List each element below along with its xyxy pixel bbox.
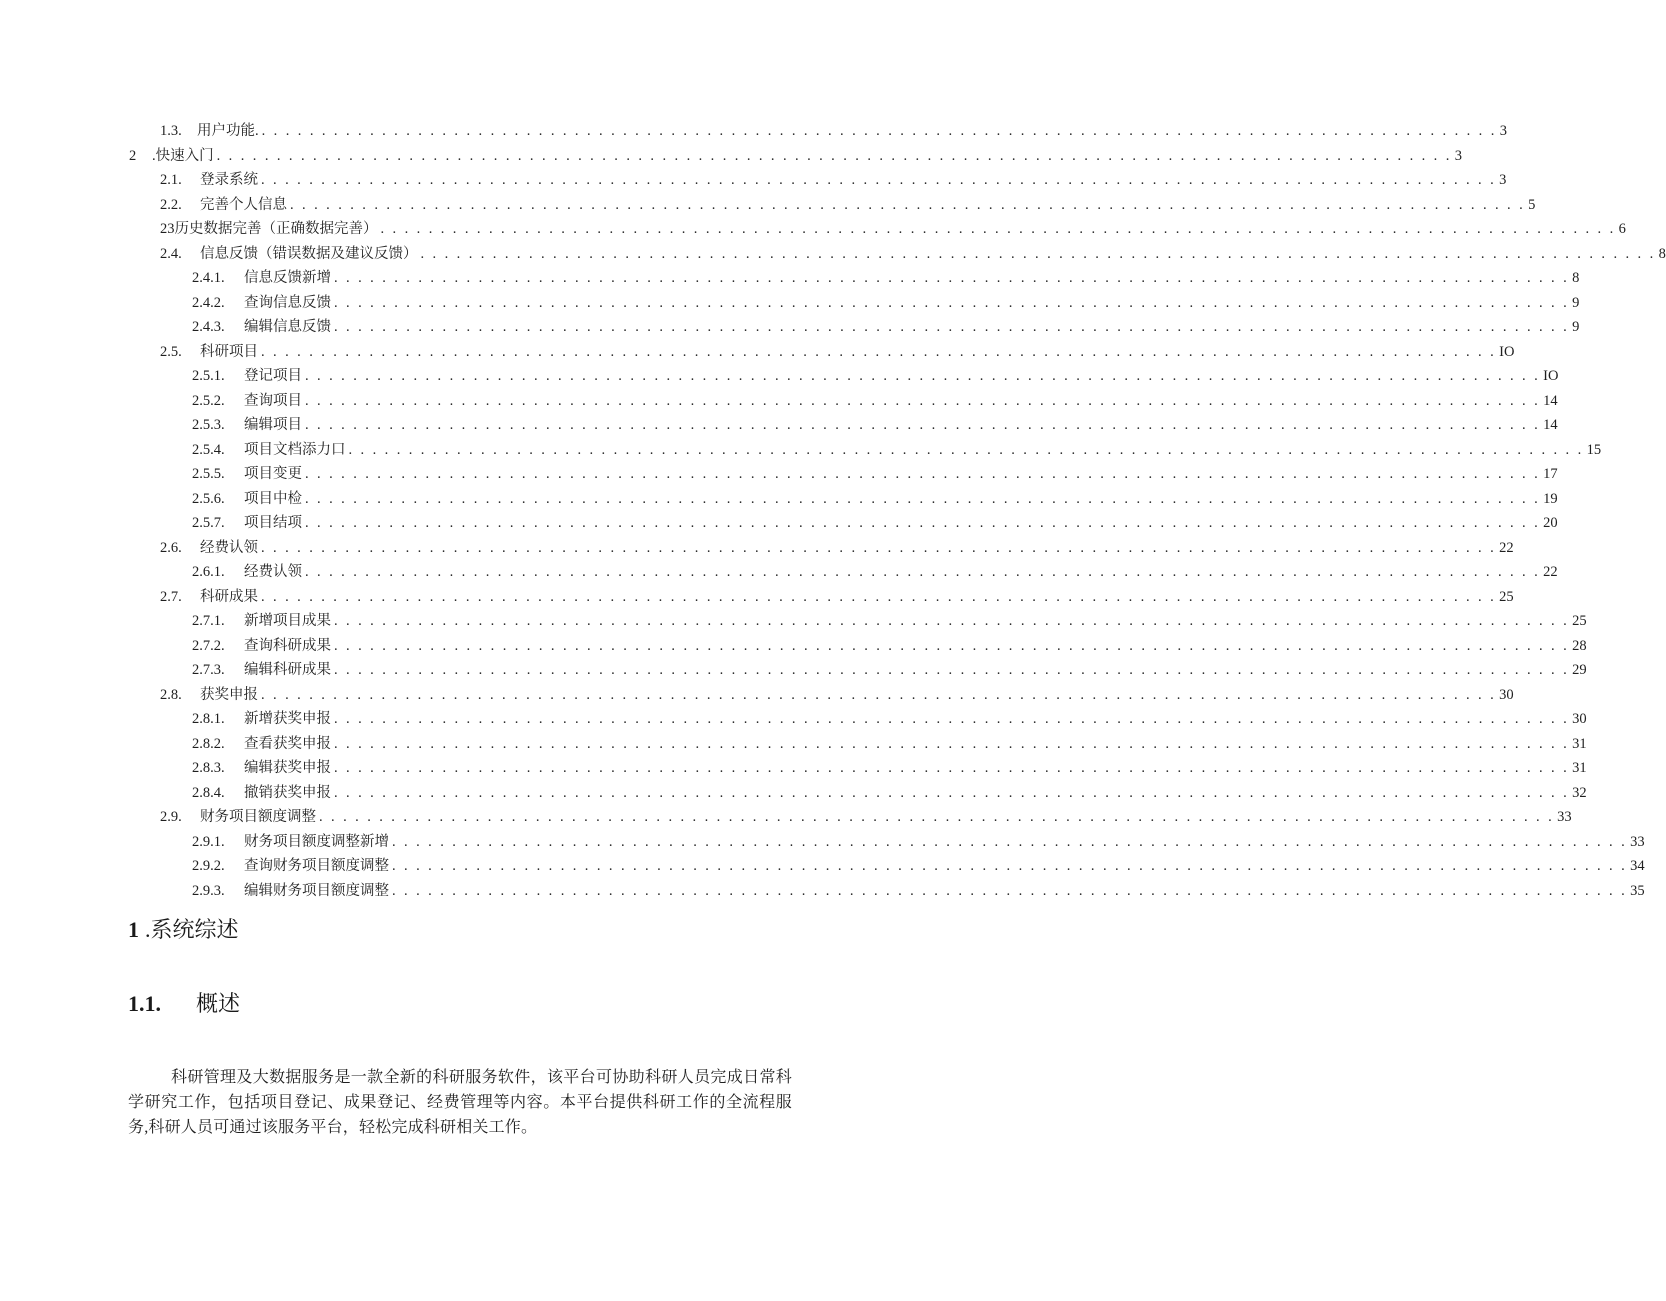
toc-leader-dots: . . . . . . . . . . . . . . . . . . . . . . . . . . . . . . . . . . . . . . . . . . . . . . . . . . . . . . . . . . . . . . . . . . . . . . . . . . . . . . . . . . . . . . . . . . . . . . . . . . . . . . .	[334, 736, 1570, 752]
toc-entry[interactable]	[160, 217, 1626, 241]
toc-entry-page: 35	[1630, 883, 1645, 899]
toc-entry-page: 8	[1658, 246, 1666, 262]
toc-entry[interactable]	[192, 315, 1580, 339]
toc-entry-page: 3	[1454, 148, 1462, 164]
toc-entry-page: 30	[1572, 711, 1587, 727]
toc-leader-dots: . . . . . . . . . . . . . . . . . . . . . . . . . . . . . . . . . . . . . . . . . . . . . . . . . . . . . . . . . . . . . . . . . . . . . . . . . . . . . . . . . . . . . . . . . . . . . . . . . . . . . . .	[334, 785, 1570, 801]
toc-entry-number: 2.7.2.	[192, 638, 225, 654]
toc-entry[interactable]	[192, 830, 1645, 854]
toc-entry-number: 2.5.1.	[192, 368, 225, 384]
toc-entry[interactable]	[192, 609, 1587, 633]
toc-leader-dots: . . . . . . . . . . . . . . . . . . . . . . . . . . . . . . . . . . . . . . . . . . . . . . . . . . . . . . . . . . . . . . . . . . . . . . . . . . . . . . . . . . . . . . . . . . . . . . . . . . . . . . .	[305, 491, 1541, 507]
toc-entry-page: 17	[1543, 466, 1558, 482]
toc-leader-dots: . . . . . . . . . . . . . . . . . . . . . . . . . . . . . . . . . . . . . . . . . . . . . . . . . . . . . . . . . . . . . . . . . . . . . . . . . . . . . . . . . . . . . . . . . . . . . . . . . . . . . . .	[392, 883, 1628, 899]
toc-entry-number: 2.8.3.	[192, 760, 225, 776]
toc-entry[interactable]	[160, 683, 1514, 707]
toc-entry-title: 项目文档添力口	[244, 442, 346, 458]
toc-leader-dots: . . . . . . . . . . . . . . . . . . . . . . . . . . . . . . . . . . . . . . . . . . . . . . . . . . . . . . . . . . . . . . . . . . . . . . . . . . . . . . . . . . . . . . . . . . . . . . . . . . . . . . .	[319, 809, 1555, 825]
toc-entry-title: 新增获奖申报	[244, 711, 331, 727]
overview-paragraph: 科研管理及大数据服务是一款全新的科研服务软件，该平台可协助科研人员完成日常科学研究工作，包括项目登记、成果登记、经费管理等内容。本平台提供科研工作的全流程服务,科研人员可通过该服务平台，轻松完成科研相关工作。	[128, 1069, 792, 1136]
toc-entry-page: 6	[1618, 221, 1626, 237]
toc-entry[interactable]	[160, 119, 1507, 143]
toc-leader-dots: . . . . . . . . . . . . . . . . . . . . . . . . . . . . . . . . . . . . . . . . . . . . . . . . . . . . . . . . . . . . . . . . . . . . . . . . . . . . . . . . . . . . . . . . . . . . . . . . . . . . . . .	[334, 270, 1570, 286]
toc-entry-title: 查询科研成果	[244, 638, 331, 654]
toc-entry-title: 完善个人信息	[200, 197, 287, 213]
toc-leader-dots: . . . . . . . . . . . . . . . . . . . . . . . . . . . . . . . . . . . . . . . . . . . . . . . . . . . . . . . . . . . . . . . . . . . . . . . . . . . . . . . . . . . . . . . . . . . . . . . . . . . . . . .	[420, 246, 1656, 262]
toc-entry[interactable]	[192, 413, 1558, 437]
toc-entry[interactable]	[192, 658, 1587, 682]
toc-entry-page: 20	[1543, 515, 1558, 531]
toc-entry-number: 2.5.7.	[192, 515, 225, 531]
toc-leader-dots: . . . . . . . . . . . . . . . . . . . . . . . . . . . . . . . . . . . . . . . . . . . . . . . . . . . . . . . . . . . . . . . . . . . . . . . . . . . . . . . . . . . . . . . . . . . . . . . . . . . . . . .	[392, 858, 1628, 874]
toc-entry-number: 2.4.	[160, 246, 182, 262]
toc-entry-number: 2.9.3.	[192, 883, 225, 899]
toc-entry-title: 编辑信息反馈	[244, 319, 331, 335]
toc-leader-dots: . . . . . . . . . . . . . . . . . . . . . . . . . . . . . . . . . . . . . . . . . . . . . . . . . . . . . . . . . . . . . . . . . . . . . . . . . . . . . . . . . . . . . . . . . . . . . . . . . . . . . . .	[334, 319, 1570, 335]
toc-entry-title: 项目变更	[244, 466, 302, 482]
toc-entry-number: 2.8.1.	[192, 711, 225, 727]
toc-entry-page: 22	[1499, 540, 1514, 556]
toc-entry-page: 32	[1572, 785, 1587, 801]
toc-entry-page: 14	[1543, 417, 1558, 433]
toc-entry-number: 2.1.	[160, 172, 182, 188]
toc-entry-page: 8	[1572, 270, 1580, 286]
toc-entry-number: 2.9.	[160, 809, 182, 825]
toc-leader-dots: . . . . . . . . . . . . . . . . . . . . . . . . . . . . . . . . . . . . . . . . . . . . . . . . . . . . . . . . . . . . . . . . . . . . . . . . . . . . . . . . . . . . . . . . . . . . . . . . . . . . . . .	[261, 123, 1497, 139]
toc-entry-title: 项目中检	[244, 491, 302, 507]
toc-entry[interactable]	[192, 438, 1602, 462]
toc-entry-number: 2.5.2.	[192, 393, 225, 409]
toc-leader-dots: . . . . . . . . . . . . . . . . . . . . . . . . . . . . . . . . . . . . . . . . . . . . . . . . . . . . . . . . . . . . . . . . . . . . . . . . . . . . . . . . . . . . . . . . . . . . . . . . . . . . . . .	[392, 834, 1628, 850]
toc-entry[interactable]	[160, 805, 1572, 829]
toc-entry-title: 编辑获奖申报	[244, 760, 331, 776]
toc-entry-page: 5	[1528, 197, 1536, 213]
toc-entry[interactable]	[192, 781, 1587, 805]
toc-entry[interactable]	[192, 511, 1558, 535]
toc-leader-dots: . . . . . . . . . . . . . . . . . . . . . . . . . . . . . . . . . . . . . . . . . . . . . . . . . . . . . . . . . . . . . . . . . . . . . . . . . . . . . . . . . . . . . . . . . . . . . . . . . . . . . . .	[305, 564, 1541, 580]
toc-leader-dots: . . . . . . . . . . . . . . . . . . . . . . . . . . . . . . . . . . . . . . . . . . . . . . . . . . . . . . . . . . . . . . . . . . . . . . . . . . . . . . . . . . . . . . . . . . . . . . . . . . . . . . .	[305, 466, 1541, 482]
toc-entry-title: 信息反馈（错误数据及建议反馈）	[200, 246, 418, 262]
subsection-heading-title: 概述	[196, 991, 241, 1016]
section-heading-1-1	[128, 988, 240, 1020]
toc-entry-page: IO	[1543, 368, 1559, 384]
toc-entry-title: 编辑项目	[244, 417, 302, 433]
toc-entry-number: 2.8.4.	[192, 785, 225, 801]
toc-entry[interactable]	[160, 536, 1514, 560]
toc-entry-number: 2.5.4.	[192, 442, 225, 458]
toc-entry-page: 22	[1543, 564, 1558, 580]
toc-entry[interactable]	[129, 144, 1462, 168]
toc-leader-dots: . . . . . . . . . . . . . . . . . . . . . . . . . . . . . . . . . . . . . . . . . . . . . . . . . . . . . . . . . . . . . . . . . . . . . . . . . . . . . . . . . . . . . . . . . . . . . . . . . . . . . . .	[334, 662, 1570, 678]
toc-entry[interactable]	[192, 732, 1587, 756]
toc-entry-title: 登记项目	[244, 368, 302, 384]
toc-entry[interactable]	[192, 634, 1587, 658]
toc-entry[interactable]	[192, 879, 1645, 903]
subsection-heading-number: 1.1.	[128, 991, 161, 1016]
toc-entry-number: 2.4.3.	[192, 319, 225, 335]
toc-entry-number: 2.7.3.	[192, 662, 225, 678]
toc-leader-dots: . . . . . . . . . . . . . . . . . . . . . . . . . . . . . . . . . . . . . . . . . . . . . . . . . . . . . . . . . . . . . . . . . . . . . . . . . . . . . . . . . . . . . . . . . . . . . . . . . . . . . . .	[261, 687, 1497, 703]
toc-entry-title: 获奖申报	[200, 687, 258, 703]
section-heading-title: .系统综述	[145, 917, 239, 942]
toc-leader-dots: . . . . . . . . . . . . . . . . . . . . . . . . . . . . . . . . . . . . . . . . . . . . . . . . . . . . . . . . . . . . . . . . . . . . . . . . . . . . . . . . . . . . . . . . . . . . . . . . . . . . . . .	[305, 368, 1541, 384]
toc-entry-page: 9	[1572, 295, 1580, 311]
toc-entry-page: 25	[1572, 613, 1587, 629]
toc-entry[interactable]	[192, 291, 1580, 315]
toc-entry-number: 1.3.	[160, 123, 182, 139]
toc-entry-title: 撤销获奖申报	[244, 785, 331, 801]
toc-entry-page: 25	[1499, 589, 1514, 605]
toc-entry[interactable]	[192, 487, 1558, 511]
toc-entry-page: 19	[1543, 491, 1558, 507]
toc-entry-title: 财务项目额度调整	[200, 809, 316, 825]
toc-leader-dots: . . . . . . . . . . . . . . . . . . . . . . . . . . . . . . . . . . . . . . . . . . . . . . . . . . . . . . . . . . . . . . . . . . . . . . . . . . . . . . . . . . . . . . . . . . . . . . . . . . . . . . .	[380, 221, 1616, 237]
toc-entry[interactable]	[192, 266, 1580, 290]
toc-entry-page: 31	[1572, 736, 1587, 752]
toc-entry-title: 查看获奖申报	[244, 736, 331, 752]
toc-entry[interactable]	[160, 585, 1514, 609]
toc-leader-dots: . . . . . . . . . . . . . . . . . . . . . . . . . . . . . . . . . . . . . . . . . . . . . . . . . . . . . . . . . . . . . . . . . . . . . . . . . . . . . . . . . . . . . . . . . . . . . . . . . . . . . . .	[261, 540, 1497, 556]
toc-leader-dots: . . . . . . . . . . . . . . . . . . . . . . . . . . . . . . . . . . . . . . . . . . . . . . . . . . . . . . . . . . . . . . . . . . . . . . . . . . . . . . . . . . . . . . . . . . . . . . . . . . . . . . .	[334, 613, 1570, 629]
toc-entry-title: 登录系统	[200, 172, 258, 188]
toc-entry-title: 项目结项	[244, 515, 302, 531]
toc-entry-page: 3	[1499, 172, 1507, 188]
toc-leader-dots: . . . . . . . . . . . . . . . . . . . . . . . . . . . . . . . . . . . . . . . . . . . . . . . . . . . . . . . . . . . . . . . . . . . . . . . . . . . . . . . . . . . . . . . . . . . . . . . . . . . . . . .	[305, 417, 1541, 433]
toc-entry-number: 2.9.2.	[192, 858, 225, 874]
toc-entry-page: 34	[1630, 858, 1645, 874]
toc-leader-dots: . . . . . . . . . . . . . . . . . . . . . . . . . . . . . . . . . . . . . . . . . . . . . . . . . . . . . . . . . . . . . . . . . . . . . . . . . . . . . . . . . . . . . . . . . . . . . . . . . . . . . . .	[334, 760, 1570, 776]
toc-entry-number: 2.5.3.	[192, 417, 225, 433]
toc-entry[interactable]	[160, 340, 1515, 364]
toc-leader-dots: . . . . . . . . . . . . . . . . . . . . . . . . . . . . . . . . . . . . . . . . . . . . . . . . . . . . . . . . . . . . . . . . . . . . . . . . . . . . . . . . . . . . . . . . . . . . . . . . . . . . . . .	[348, 442, 1584, 458]
toc-entry-number: 2.7.1.	[192, 613, 225, 629]
toc-entry-page: 31	[1572, 760, 1587, 776]
toc-leader-dots: . . . . . . . . . . . . . . . . . . . . . . . . . . . . . . . . . . . . . . . . . . . . . . . . . . . . . . . . . . . . . . . . . . . . . . . . . . . . . . . . . . . . . . . . . . . . . . . . . . . . . . .	[334, 711, 1570, 727]
toc-leader-dots: . . . . . . . . . . . . . . . . . . . . . . . . . . . . . . . . . . . . . . . . . . . . . . . . . . . . . . . . . . . . . . . . . . . . . . . . . . . . . . . . . . . . . . . . . . . . . . . . . . . . . . .	[216, 148, 1452, 164]
toc-entry[interactable]	[192, 462, 1558, 486]
toc-entry-number: 2.8.2.	[192, 736, 225, 752]
toc-leader-dots: . . . . . . . . . . . . . . . . . . . . . . . . . . . . . . . . . . . . . . . . . . . . . . . . . . . . . . . . . . . . . . . . . . . . . . . . . . . . . . . . . . . . . . . . . . . . . . . . . . . . . . .	[305, 393, 1541, 409]
toc-entry-page: 30	[1499, 687, 1514, 703]
toc-entry-number: 2.6.1.	[192, 564, 225, 580]
toc-entry-number: 2.6.	[160, 540, 182, 556]
toc-entry-title: 编辑财务项目额度调整	[244, 883, 389, 899]
toc-entry[interactable]	[192, 854, 1645, 878]
toc-entry-number: 2.4.2.	[192, 295, 225, 311]
toc-leader-dots: . . . . . . . . . . . . . . . . . . . . . . . . . . . . . . . . . . . . . . . . . . . . . . . . . . . . . . . . . . . . . . . . . . . . . . . . . . . . . . . . . . . . . . . . . . . . . . . . . . . . . . .	[305, 515, 1541, 531]
toc-entry-page: 9	[1572, 319, 1580, 335]
toc-entry-title: 查询财务项目额度调整	[244, 858, 389, 874]
toc-entry-title: 新增项目成果	[244, 613, 331, 629]
toc-entry-number: 2.8.	[160, 687, 182, 703]
toc-entry[interactable]	[192, 756, 1587, 780]
section-heading-number: 1	[128, 917, 139, 942]
toc-entry-page: 33	[1630, 834, 1645, 850]
toc-entry-title: 经费认领	[244, 564, 302, 580]
toc-entry[interactable]	[192, 560, 1558, 584]
toc-entry[interactable]	[192, 364, 1559, 388]
toc-entry-number: 2.4.1.	[192, 270, 225, 286]
toc-leader-dots: . . . . . . . . . . . . . . . . . . . . . . . . . . . . . . . . . . . . . . . . . . . . . . . . . . . . . . . . . . . . . . . . . . . . . . . . . . . . . . . . . . . . . . . . . . . . . . . . . . . . . . .	[261, 589, 1497, 605]
toc-entry-number: 2.7.	[160, 589, 182, 605]
toc-entry-title: 科研项目	[200, 344, 258, 360]
toc-leader-dots: . . . . . . . . . . . . . . . . . . . . . . . . . . . . . . . . . . . . . . . . . . . . . . . . . . . . . . . . . . . . . . . . . . . . . . . . . . . . . . . . . . . . . . . . . . . . . . . . . . . . . . .	[261, 172, 1497, 188]
toc-entry-title: .快速入门	[152, 148, 214, 164]
toc-entry-number: 2.5.	[160, 344, 182, 360]
toc-entry-title: 财务项目额度调整新增	[244, 834, 389, 850]
toc-entry-page: 28	[1572, 638, 1587, 654]
toc-leader-dots: . . . . . . . . . . . . . . . . . . . . . . . . . . . . . . . . . . . . . . . . . . . . . . . . . . . . . . . . . . . . . . . . . . . . . . . . . . . . . . . . . . . . . . . . . . . . . . . . . . . . . . .	[334, 638, 1570, 654]
toc-entry-page: 15	[1586, 442, 1602, 458]
toc-entry-number: 2.5.5.	[192, 466, 225, 482]
section-heading-1	[128, 914, 239, 946]
toc-entry-title: 编辑科研成果	[244, 662, 331, 678]
toc-entry-page: 3	[1499, 123, 1507, 139]
toc-entry-title: 科研成果	[200, 589, 258, 605]
toc-leader-dots: . . . . . . . . . . . . . . . . . . . . . . . . . . . . . . . . . . . . . . . . . . . . . . . . . . . . . . . . . . . . . . . . . . . . . . . . . . . . . . . . . . . . . . . . . . . . . . . . . . . . . . .	[290, 197, 1526, 213]
toc-leader-dots: . . . . . . . . . . . . . . . . . . . . . . . . . . . . . . . . . . . . . . . . . . . . . . . . . . . . . . . . . . . . . . . . . . . . . . . . . . . . . . . . . . . . . . . . . . . . . . . . . . . . . . .	[334, 295, 1570, 311]
toc-entry-title: 查询项目	[244, 393, 302, 409]
toc-entry-title: 信息反馈新增	[244, 270, 331, 286]
toc-entry-title: 用户功能.	[197, 123, 259, 139]
toc-entry-page: 14	[1543, 393, 1558, 409]
toc-entry-page: 33	[1557, 809, 1572, 825]
toc-entry-number: 2	[129, 148, 137, 164]
toc-entry-title: 23历史数据完善（正确数据完善）	[160, 221, 378, 237]
toc-leader-dots: . . . . . . . . . . . . . . . . . . . . . . . . . . . . . . . . . . . . . . . . . . . . . . . . . . . . . . . . . . . . . . . . . . . . . . . . . . . . . . . . . . . . . . . . . . . . . . . . . . . . . . .	[261, 344, 1497, 360]
toc-entry-page: IO	[1499, 344, 1515, 360]
toc-entry[interactable]	[160, 242, 1666, 266]
toc-entry-number: 2.5.6.	[192, 491, 225, 507]
toc-entry-number: 2.2.	[160, 197, 182, 213]
toc-entry-title: 经费认领	[200, 540, 258, 556]
toc-entry-title: 查询信息反馈	[244, 295, 331, 311]
toc-entry-number: 2.9.1.	[192, 834, 225, 850]
toc-entry-page: 29	[1572, 662, 1587, 678]
toc-entry[interactable]	[160, 168, 1507, 192]
toc-entry[interactable]	[160, 193, 1536, 217]
toc-entry[interactable]	[192, 389, 1558, 413]
toc-entry[interactable]	[192, 707, 1587, 731]
